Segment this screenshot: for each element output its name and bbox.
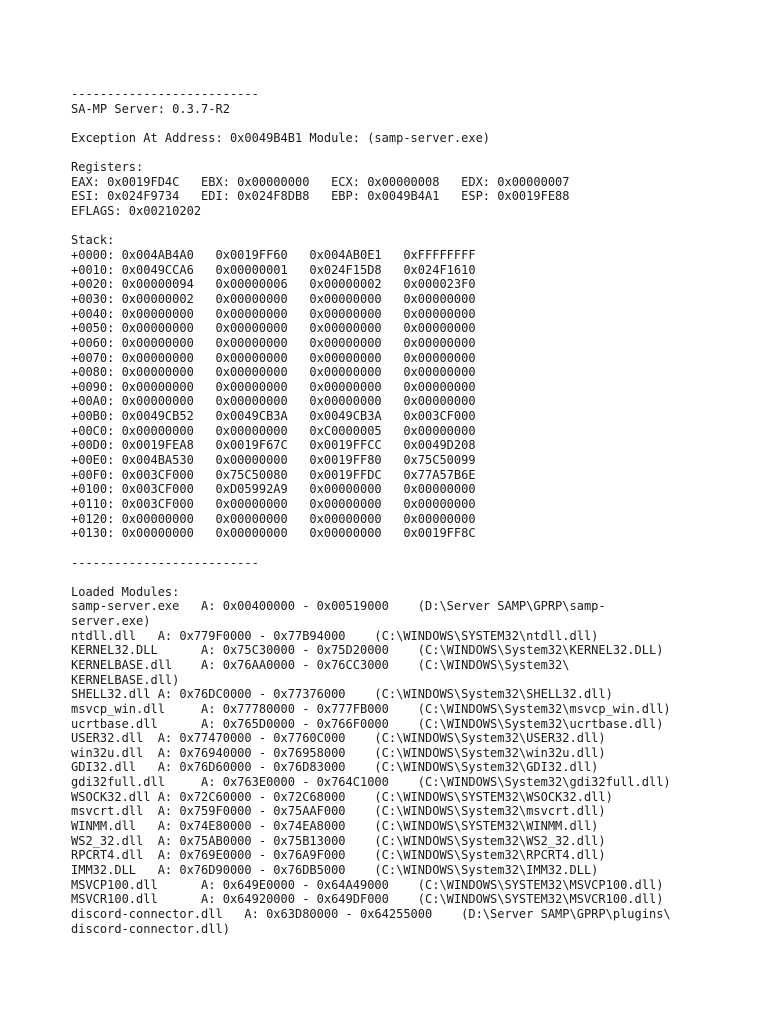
log-line: +00D0: 0x0019FEA8 0x0019F67C 0x0019FFCC 0x0049D208 (71, 438, 476, 453)
log-line: +0090: 0x00000000 0x00000000 0x00000000 0x00000000 (71, 379, 476, 394)
blank-line (71, 116, 751, 131)
blank-line (71, 570, 751, 585)
log-line: +0120: 0x00000000 0x00000000 0x00000000 0x00000000 (71, 511, 476, 526)
log-line: IMM32.DLL A: 0x76D90000 - 0x76DB5000 (C:\WINDOWS\System32\IMM32.DLL) (71, 862, 599, 877)
log-line: +0040: 0x00000000 0x00000000 0x00000000 0x00000000 (71, 306, 476, 321)
log-line: +0100: 0x003CF000 0xD05992A9 0x00000000 0x00000000 (71, 482, 476, 497)
log-line: KERNELBASE.dll) (71, 672, 180, 687)
log-line: WSOCK32.dll A: 0x72C60000 - 0x72C68000 (C:\WINDOWS\SYSTEM32\WSOCK32.dll) (71, 789, 613, 804)
log-line: -------------------------- (71, 555, 259, 570)
log-line: Exception At Address: 0x0049B4B1 Module: (samp-server.exe) (71, 130, 491, 145)
log-line: ucrtbase.dll A: 0x765D0000 - 0x766F0000 (C:\WINDOWS\System32\ucrtbase.dll) (71, 716, 664, 731)
log-line: +0010: 0x0049CCA6 0x00000001 0x024F15D8 0x024F1610 (71, 262, 476, 277)
log-line: Stack: (71, 233, 115, 248)
log-line: WINMM.dll A: 0x74E80000 - 0x74EA8000 (C:\WINDOWS\SYSTEM32\WINMM.dll) (71, 819, 599, 834)
log-line: +0070: 0x00000000 0x00000000 0x00000000 0x00000000 (71, 350, 476, 365)
crash-log-document (71, 87, 751, 936)
log-line: +0000: 0x004AB4A0 0x0019FF60 0x004AB0E1 0xFFFFFFFF (71, 248, 476, 263)
log-line: MSVCP100.dll A: 0x649E0000 - 0x64A49000 (C:\WINDOWS\SYSTEM32\MSVCP100.dll) (71, 877, 664, 892)
log-line: +0080: 0x00000000 0x00000000 0x00000000 0x00000000 (71, 365, 476, 380)
log-line: discord-connector.dll) (71, 921, 230, 936)
log-line: SHELL32.dll A: 0x76DC0000 - 0x77376000 (C:\WINDOWS\System32\SHELL32.dll) (71, 687, 613, 702)
log-line: win32u.dll A: 0x76940000 - 0x76958000 (C:\WINDOWS\System32\win32u.dll) (71, 745, 606, 760)
log-line: +0110: 0x003CF000 0x00000000 0x00000000 0x00000000 (71, 496, 476, 511)
log-line: ESI: 0x024F9734 EDI: 0x024F8DB8 EBP: 0x0049B4A1 ESP: 0x0019FE88 (71, 189, 570, 204)
log-line: +00A0: 0x00000000 0x00000000 0x00000000 0x00000000 (71, 394, 476, 409)
log-line: +00F0: 0x003CF000 0x75C50080 0x0019FFDC 0x77A57B6E (71, 467, 476, 482)
log-line: RPCRT4.dll A: 0x769E0000 - 0x76A9F000 (C:\WINDOWS\System32\RPCRT4.dll) (71, 848, 606, 863)
log-line: +00C0: 0x00000000 0x00000000 0xC0000005 0x00000000 (71, 423, 476, 438)
log-line: discord-connector.dll A: 0x63D80000 - 0x64255000 (D:\Server SAMP\GPRP\plugins\ (71, 906, 671, 921)
log-line: +00B0: 0x0049CB52 0x0049CB3A 0x0049CB3A 0x003CF000 (71, 409, 476, 424)
log-line: -------------------------- (71, 87, 259, 101)
log-line: MSVCR100.dll A: 0x64920000 - 0x649DF000 (C:\WINDOWS\SYSTEM32\MSVCR100.dll) (71, 892, 664, 907)
log-line: msvcp_win.dll A: 0x77780000 - 0x777FB000 (C:\WINDOWS\System32\msvcp_win.dll) (71, 701, 671, 716)
log-line: GDI32.dll A: 0x76D60000 - 0x76D83000 (C:\WINDOWS\System32\GDI32.dll) (71, 760, 599, 775)
log-line: +0030: 0x00000002 0x00000000 0x00000000 0x00000000 (71, 291, 476, 306)
log-line: +0050: 0x00000000 0x00000000 0x00000000 0x00000000 (71, 321, 476, 336)
log-line: +0060: 0x00000000 0x00000000 0x00000000 0x00000000 (71, 335, 476, 350)
log-line: gdi32full.dll A: 0x763E0000 - 0x764C1000 (C:\WINDOWS\System32\gdi32full.dll) (71, 775, 671, 790)
log-line: SA-MP Server: 0.3.7-R2 (71, 101, 230, 116)
blank-line (71, 219, 751, 234)
log-line: +0130: 0x00000000 0x00000000 0x00000000 0x0019FF8C (71, 526, 476, 541)
log-line: Loaded Modules: (71, 584, 180, 599)
blank-line (71, 541, 751, 556)
log-line: +0020: 0x00000094 0x00000006 0x00000002 0x000023F0 (71, 277, 476, 292)
log-line: Registers: (71, 160, 144, 175)
log-line: +00E0: 0x004BA530 0x00000000 0x0019FF80 0x75C50099 (71, 453, 476, 468)
log-line: server.exe) (71, 614, 151, 629)
log-line: ntdll.dll A: 0x779F0000 - 0x77B94000 (C:\WINDOWS\SYSTEM32\ntdll.dll) (71, 628, 599, 643)
log-line: EAX: 0x0019FD4C EBX: 0x00000000 ECX: 0x00000008 EDX: 0x00000007 (71, 174, 570, 189)
log-line: WS2_32.dll A: 0x75AB0000 - 0x75B13000 (C:\WINDOWS\System32\WS2_32.dll) (71, 833, 606, 848)
blank-line (71, 146, 751, 161)
log-line: msvcrt.dll A: 0x759F0000 - 0x75AAF000 (C:\WINDOWS\System32\msvcrt.dll) (71, 804, 606, 819)
log-line: EFLAGS: 0x00210202 (71, 204, 202, 219)
log-line: KERNELBASE.dll A: 0x76AA0000 - 0x76CC3000 (C:\WINDOWS\System32\ (71, 657, 570, 672)
log-line: USER32.dll A: 0x77470000 - 0x7760C000 (C:\WINDOWS\System32\USER32.dll) (71, 731, 606, 746)
log-line: KERNEL32.DLL A: 0x75C30000 - 0x75D20000 (C:\WINDOWS\System32\KERNEL32.DLL) (71, 643, 664, 658)
log-line: samp-server.exe A: 0x00400000 - 0x00519000 (D:\Server SAMP\GPRP\samp- (71, 599, 606, 614)
